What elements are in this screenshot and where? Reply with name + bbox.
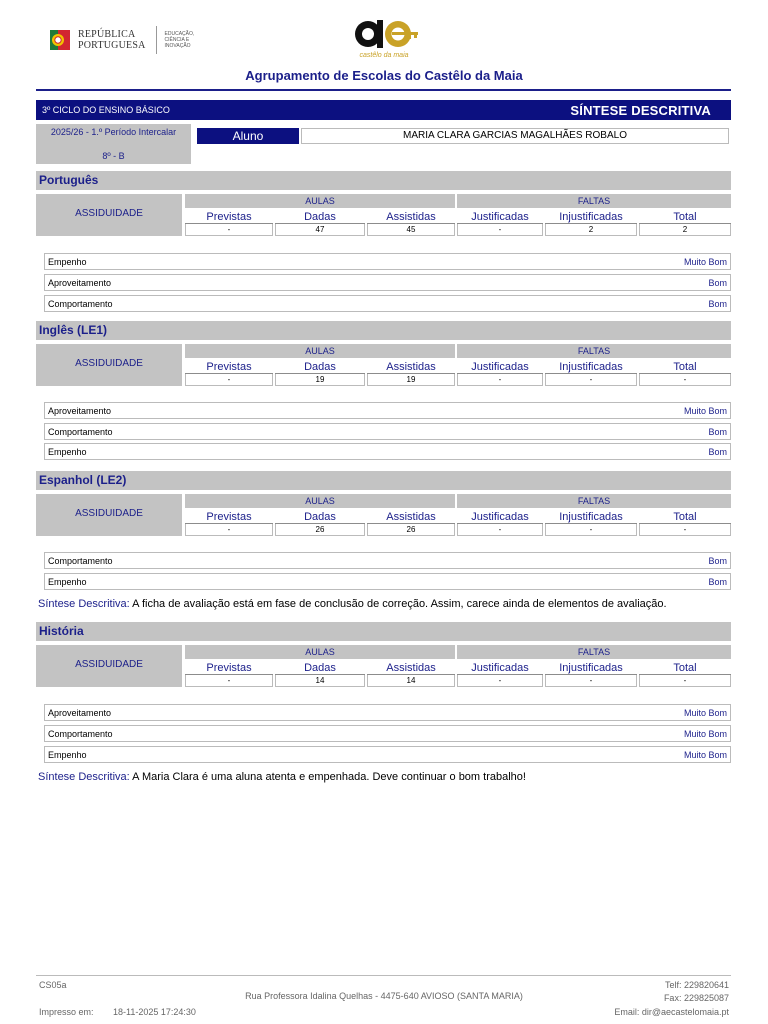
val-dadas: 14 xyxy=(275,675,365,687)
rating-label: Comportamento xyxy=(48,298,113,309)
col-injustificadas: Injustificadas xyxy=(545,360,637,374)
val-previstas: - xyxy=(185,224,273,236)
rating-row xyxy=(44,295,731,312)
val-justificadas: - xyxy=(457,524,543,536)
subject-historia xyxy=(36,622,731,783)
val-justificadas: - xyxy=(457,374,543,386)
rating-value: Bom xyxy=(708,426,727,437)
col-total: Total xyxy=(639,661,731,675)
period-label: 2025/26 - 1.º Período Intercalar xyxy=(50,127,177,137)
aulas-header: AULAS xyxy=(185,344,455,358)
subject-ingles xyxy=(36,321,731,457)
val-total: - xyxy=(639,675,731,687)
col-dadas: Dadas xyxy=(275,510,365,524)
val-assistidas: 19 xyxy=(367,374,455,386)
val-assistidas: 45 xyxy=(367,224,455,236)
col-assistidas: Assistidas xyxy=(367,360,455,374)
republica-line2: PORTUGUESA xyxy=(78,40,146,51)
val-injustificadas: 2 xyxy=(545,224,637,236)
school-address: Rua Professora Idalina Quelhas - 4475-640 AVIOSO (SANTA MARIA) xyxy=(245,991,523,1001)
col-total: Total xyxy=(639,210,731,224)
rating-row xyxy=(44,746,731,763)
email: Email: dir@aecastelomaia.pt xyxy=(614,1007,729,1017)
col-justificadas: Justificadas xyxy=(457,210,543,224)
rating-value: Muito Bom xyxy=(683,707,727,718)
val-injustificadas: - xyxy=(545,675,637,687)
rating-row xyxy=(44,552,731,569)
subject-title: Português xyxy=(36,171,731,190)
col-total: Total xyxy=(639,360,731,374)
rating-value: Bom xyxy=(708,446,727,457)
republica-line1: REPÚBLICA xyxy=(78,29,136,40)
student-label: Aluno xyxy=(197,128,299,144)
col-assistidas: Assistidas xyxy=(367,510,455,524)
rating-value: Muito Bom xyxy=(683,749,727,760)
aulas-header: AULAS xyxy=(185,645,455,659)
republica-portuguesa-logo xyxy=(50,26,215,54)
col-previstas: Previstas xyxy=(185,661,273,675)
col-previstas: Previstas xyxy=(185,510,273,524)
rating-row xyxy=(44,253,731,270)
rating-row xyxy=(44,423,731,440)
report-title: SÍNTESE DESCRITIVA xyxy=(570,102,711,118)
ministry-text: EDUCAÇÃO, CIÊNCIA E INOVAÇÃO xyxy=(164,31,195,49)
faltas-header: FALTAS xyxy=(457,645,731,659)
assiduidade-label: ASSIDUIDADE xyxy=(36,194,182,236)
rating-row xyxy=(44,443,731,460)
rating-value: Bom xyxy=(708,277,727,288)
form-code: CS05a xyxy=(39,980,67,990)
col-previstas: Previstas xyxy=(185,360,273,374)
col-justificadas: Justificadas xyxy=(457,360,543,374)
rating-value: Muito Bom xyxy=(683,728,727,739)
subject-title: Espanhol (LE2) xyxy=(36,471,731,490)
rating-label: Aproveitamento xyxy=(48,277,112,288)
faltas-header: FALTAS xyxy=(457,494,731,508)
assiduidade-label: ASSIDUIDADE xyxy=(36,494,182,536)
rating-label: Aproveitamento xyxy=(48,405,112,416)
faltas-header: FALTAS xyxy=(457,194,731,208)
sintese-label: Síntese Descritiva: xyxy=(38,771,130,783)
val-dadas: 47 xyxy=(275,224,365,236)
rating-label: Empenho xyxy=(48,749,87,760)
sintese-descritiva xyxy=(38,771,526,783)
val-dadas: 19 xyxy=(275,374,365,386)
subject-title: Inglês (LE1) xyxy=(36,321,731,340)
col-assistidas: Assistidas xyxy=(367,661,455,675)
val-total: - xyxy=(639,374,731,386)
phone: Telf: 229820641 xyxy=(664,980,729,990)
school-logo xyxy=(346,18,422,62)
val-injustificadas: - xyxy=(545,524,637,536)
sintese-descritiva xyxy=(38,598,667,610)
page-header xyxy=(0,0,768,64)
rating-label: Comportamento xyxy=(48,426,113,437)
class-label: 8º - B xyxy=(102,151,125,161)
rating-label: Empenho xyxy=(48,446,87,457)
col-previstas: Previstas xyxy=(185,210,273,224)
report-band xyxy=(36,100,731,120)
fax: Fax: 229825087 xyxy=(663,993,729,1003)
val-previstas: - xyxy=(185,524,273,536)
sintese-label: Síntese Descritiva: xyxy=(38,598,130,610)
school-title: Agrupamento de Escolas do Castêlo da Maia xyxy=(245,68,523,83)
school-logo-caption: castêlo da maia xyxy=(359,52,409,59)
assiduidade-label: ASSIDUIDADE xyxy=(36,344,182,386)
rating-value: Bom xyxy=(708,298,727,309)
subject-portugues xyxy=(36,171,731,309)
rating-row xyxy=(44,573,731,590)
aulas-header: AULAS xyxy=(185,194,455,208)
val-previstas: - xyxy=(185,374,273,386)
val-injustificadas: - xyxy=(545,374,637,386)
republica-text xyxy=(78,29,146,51)
rating-value: Bom xyxy=(708,555,727,566)
val-assistidas: 26 xyxy=(367,524,455,536)
col-injustificadas: Injustificadas xyxy=(545,661,637,675)
rating-value: Bom xyxy=(708,576,727,587)
val-total: 2 xyxy=(639,224,731,236)
aulas-header: AULAS xyxy=(185,494,455,508)
sintese-text: A Maria Clara é uma aluna atenta e empenhada. Deve continuar o bom trabalho! xyxy=(132,771,526,783)
footer-divider xyxy=(36,975,731,976)
rating-row xyxy=(44,725,731,742)
val-previstas: - xyxy=(185,675,273,687)
sintese-text: A ficha de avaliação está em fase de conclusão de correção. Assim, carece ainda de elementos de avaliação. xyxy=(132,598,667,610)
val-justificadas: - xyxy=(457,675,543,687)
val-assistidas: 14 xyxy=(367,675,455,687)
rating-row xyxy=(44,402,731,419)
cycle-label: 3º CICLO DO ENSINO BÁSICO xyxy=(42,105,170,115)
col-justificadas: Justificadas xyxy=(457,510,543,524)
rating-label: Aproveitamento xyxy=(48,707,112,718)
student-name: MARIA CLARA GARCIAS MAGALHÃES ROBALO xyxy=(301,128,729,144)
col-injustificadas: Injustificadas xyxy=(545,210,637,224)
val-dadas: 26 xyxy=(275,524,365,536)
subject-espanhol xyxy=(36,471,731,610)
title-divider xyxy=(36,89,731,91)
rating-value: Muito Bom xyxy=(683,405,727,416)
period-box xyxy=(36,124,191,164)
printed-label: Impresso em: xyxy=(39,1007,94,1017)
rating-row xyxy=(44,704,731,721)
rating-label: Empenho xyxy=(48,576,87,587)
col-assistidas: Assistidas xyxy=(367,210,455,224)
col-justificadas: Justificadas xyxy=(457,661,543,675)
rating-value: Muito Bom xyxy=(683,256,727,267)
subject-title: História xyxy=(36,622,731,641)
rating-label: Comportamento xyxy=(48,728,113,739)
rating-label: Comportamento xyxy=(48,555,113,566)
col-injustificadas: Injustificadas xyxy=(545,510,637,524)
col-total: Total xyxy=(639,510,731,524)
ae-logo-icon xyxy=(346,18,422,52)
portuguese-coat-of-arms-icon xyxy=(50,28,70,52)
assiduidade-label: ASSIDUIDADE xyxy=(36,645,182,687)
col-dadas: Dadas xyxy=(275,661,365,675)
faltas-header: FALTAS xyxy=(457,344,731,358)
val-justificadas: - xyxy=(457,224,543,236)
printed-at: 18-11-2025 17:24:30 xyxy=(113,1007,196,1017)
rating-label: Empenho xyxy=(48,256,87,267)
col-dadas: Dadas xyxy=(275,360,365,374)
rating-row xyxy=(44,274,731,291)
logo-divider xyxy=(156,26,157,54)
val-total: - xyxy=(639,524,731,536)
col-dadas: Dadas xyxy=(275,210,365,224)
